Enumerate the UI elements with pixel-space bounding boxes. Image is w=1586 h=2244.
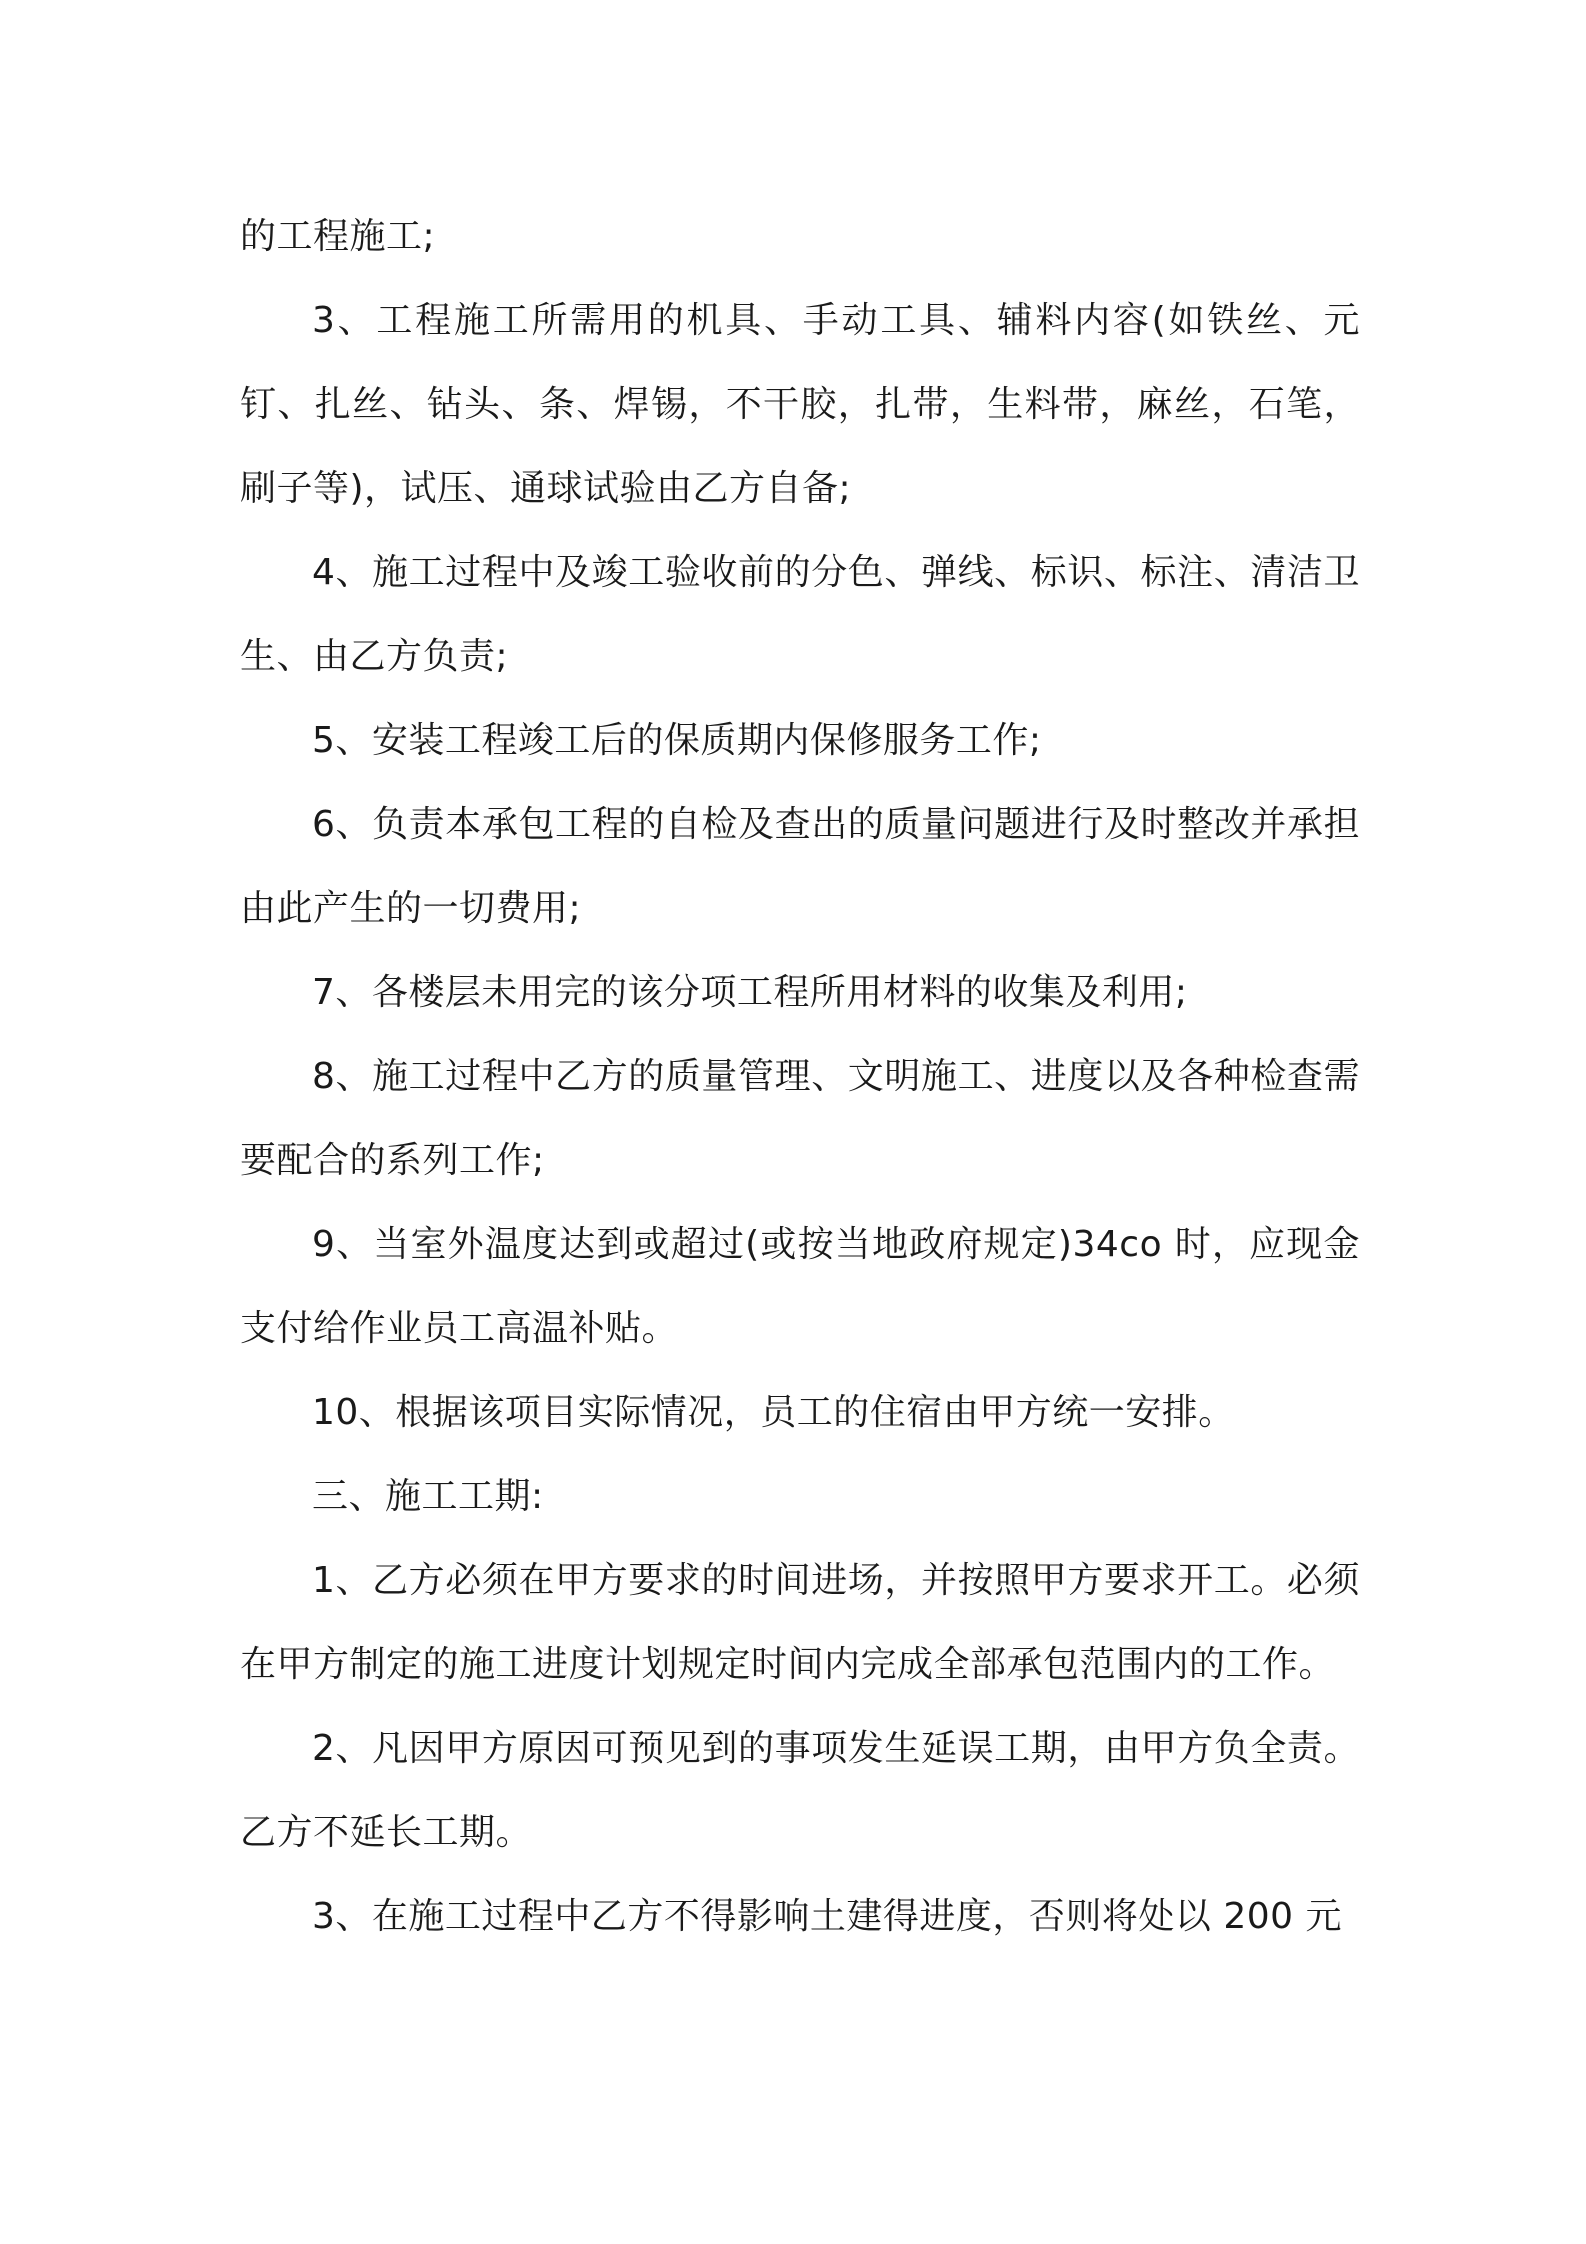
paragraph-schedule-2: 2、凡因甲方原因可预见到的事项发生延误工期，由甲方负全责。乙方不延长工期。 (240, 1728, 1360, 1853)
paragraph-schedule-3: 3、在施工过程中乙方不得影响土建得进度，否则将处以 200 元 (312, 1896, 1343, 1937)
paragraph-item-3-tools: 3、工程施工所需用的机具、手动工具、辅料内容(如铁丝、元钉、扎丝、钻头、条、焊锡，不干胶，扎带，生料带，麻丝，石笔，刷子等)，试压、通球试验由乙方自备; (240, 300, 1360, 509)
paragraph-item-4-marking: 4、施工过程中及竣工验收前的分色、弹线、标识、标注、清洁卫生、由乙方负责; (240, 552, 1360, 677)
paragraph-item-9-heat-subsidy: 9、当室外温度达到或超过(或按当地政府规定)34co 时，应现金支付给作业员工高温补贴。 (240, 1224, 1360, 1349)
paragraph-item-6-self-inspection: 6、负责本承包工程的自检及查出的质量问题进行及时整改并承担由此产生的一切费用; (240, 804, 1360, 929)
section-heading-schedule: 三、施工工期: (312, 1476, 544, 1517)
document-body (240, 195, 1360, 1959)
paragraph-item-5-warranty: 5、安装工程竣工后的保质期内保修服务工作; (312, 720, 1042, 761)
paragraph-schedule-1: 1、乙方必须在甲方要求的时间进场，并按照甲方要求开工。必须在甲方制定的施工进度计划规定时间内完成全部承包范围内的工作。 (240, 1560, 1360, 1685)
paragraph-item-7-materials: 7、各楼层未用完的该分项工程所用材料的收集及利用; (312, 972, 1188, 1013)
paragraph-item-10-accommodation: 10、根据该项目实际情况，员工的住宿由甲方统一安排。 (312, 1392, 1235, 1433)
paragraph-continuation: 的工程施工; (240, 216, 436, 257)
paragraph-item-8-management: 8、施工过程中乙方的质量管理、文明施工、进度以及各种检查需要配合的系列工作; (240, 1056, 1360, 1181)
